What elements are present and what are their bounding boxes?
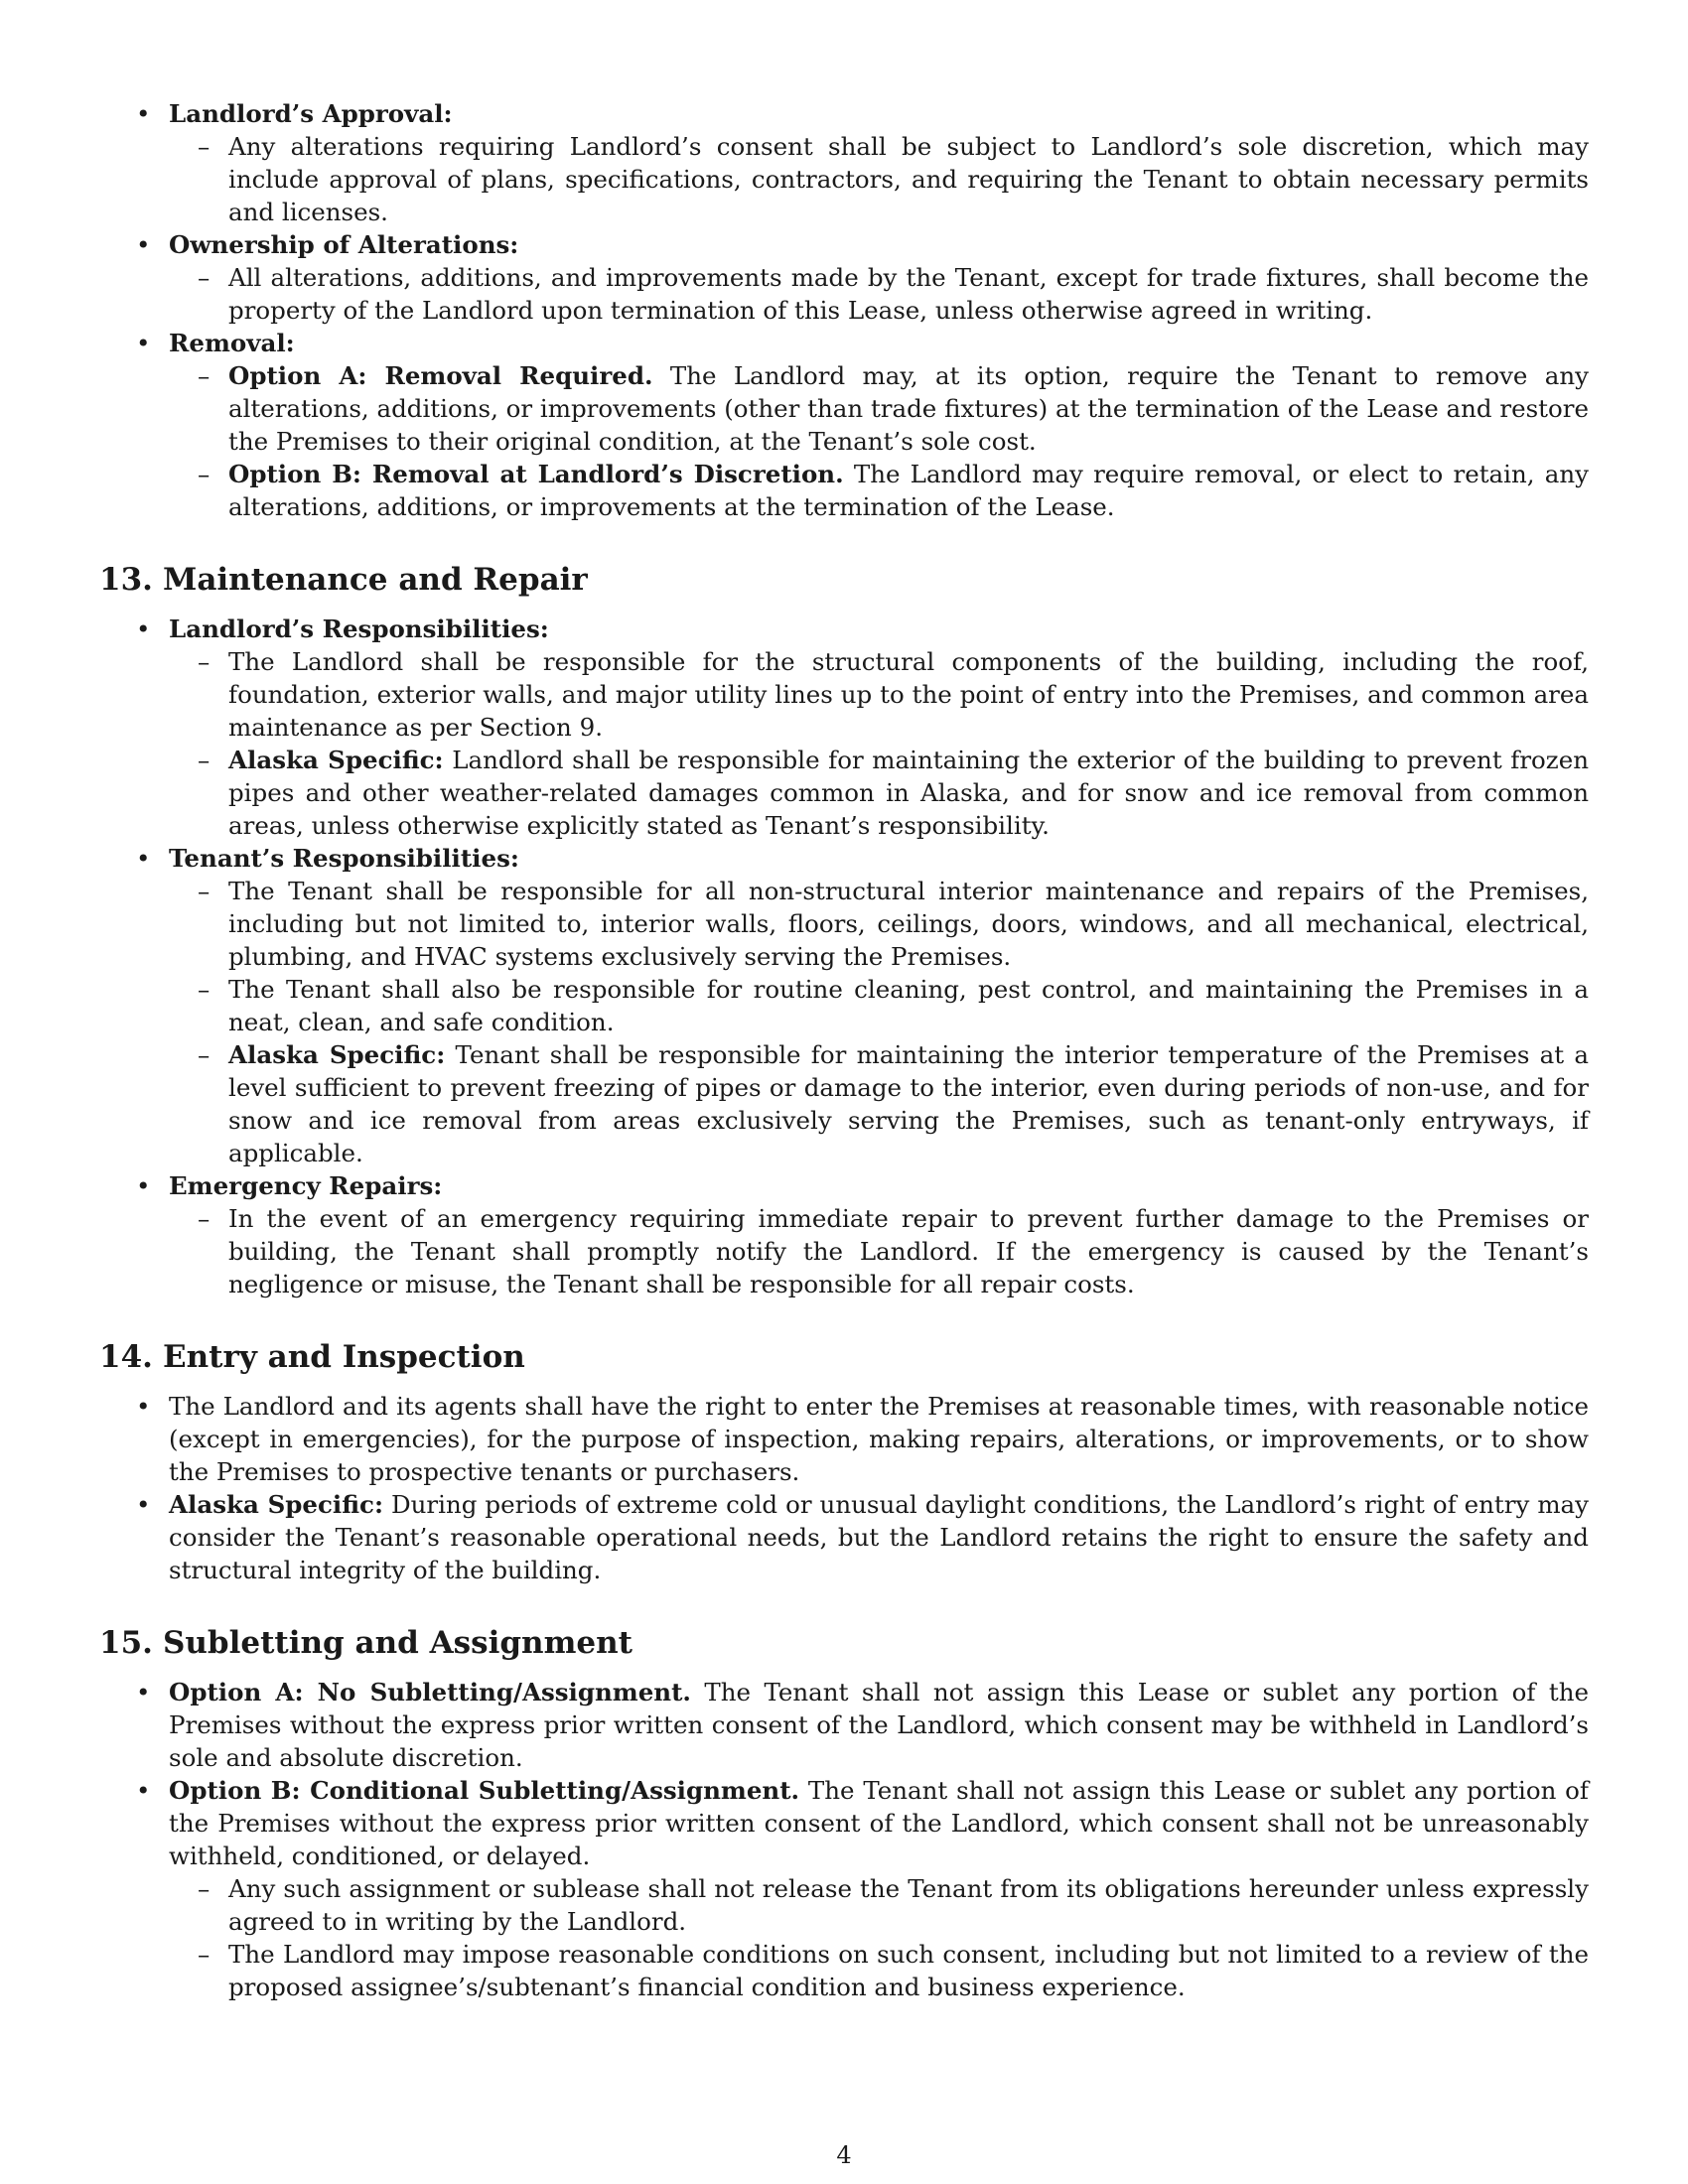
sub-list-item	[99, 1872, 1589, 1938]
section-15-body	[99, 1676, 1589, 2003]
list-item	[99, 1488, 1589, 1586]
item-text: The Landlord and its agents shall have the right to enter the Premises at reasonable times, with reasonable notice (except in emergencies), for the purpose of inspection, making repairs, alterations, or improvements, or to show the Premises to prospective tenants or purchasers.	[169, 1392, 1589, 1486]
item-text: In the event of an emergency requiring immediate repair to prevent further damage to the Premises or building, the Tenant shall promptly notify the Landlord. If the emergency is caused by the Tenant’s negligence or misuse, the Tenant shall be responsible for all repair costs.	[228, 1204, 1589, 1298]
item-title: Tenant’s Responsibilities:	[169, 844, 519, 873]
sub-list-item	[99, 973, 1589, 1038]
sub-list-item	[99, 744, 1589, 842]
sub-list-item	[99, 261, 1589, 327]
bullet-icon: •	[136, 1171, 151, 1200]
section-number: 15.	[99, 1625, 153, 1661]
list-item	[99, 1390, 1589, 1488]
section-14-body	[99, 1390, 1589, 1586]
list-item	[99, 327, 1589, 359]
dash-icon: –	[198, 975, 211, 1004]
sub-list-item	[99, 1038, 1589, 1169]
section-title: Maintenance and Repair	[163, 562, 588, 598]
item-text: Any such assignment or sublease shall not release the Tenant from its obligations hereunder unless expressly agreed to in writing by the Landlord.	[228, 1874, 1589, 1936]
dash-icon: –	[198, 460, 211, 488]
sub-list-item	[99, 1938, 1589, 2003]
dash-icon: –	[198, 1204, 211, 1233]
item-bold-lead: Option B: Removal at Landlord’s Discretion.	[228, 460, 844, 488]
section-heading-15	[99, 1623, 1589, 1663]
page-content	[99, 97, 1589, 2003]
list-item	[99, 613, 1589, 645]
list-item	[99, 1774, 1589, 1872]
page-number: 4	[836, 2141, 852, 2169]
bullet-icon: •	[136, 844, 151, 873]
section-number: 14.	[99, 1339, 153, 1375]
section-heading-13	[99, 560, 1589, 600]
section-12-continuation	[99, 97, 1589, 523]
list-item	[99, 228, 1589, 261]
section-title: Entry and Inspection	[163, 1339, 525, 1375]
bullet-icon: •	[136, 230, 151, 259]
sub-list-item	[99, 875, 1589, 973]
item-text: Landlord shall be responsible for maintaining the exterior of the building to prevent frozen pipes and other weather-related damages common in Alaska, and for snow and ice removal from common areas, unless otherwise explicitly stated as Tenant’s responsibility.	[228, 746, 1589, 840]
bullet-icon: •	[136, 614, 151, 643]
item-text: The Landlord shall be responsible for the structural components of the building, including the roof, foundation, exterior walls, and major utility lines up to the point of entry into the Premises, and common area maintenance as per Section 9.	[228, 647, 1589, 742]
item-bold-lead: Alaska Specific:	[228, 1040, 446, 1069]
item-bold-lead: Option B: Conditional Subletting/Assignment.	[169, 1776, 800, 1805]
sub-list-item	[99, 359, 1589, 458]
section-heading-14	[99, 1337, 1589, 1377]
dash-icon: –	[198, 263, 211, 292]
item-text: All alterations, additions, and improvements made by the Tenant, except for trade fixtures, shall become the property of the Landlord upon termination of this Lease, unless otherwise agreed in writing.	[228, 263, 1589, 325]
list-item	[99, 842, 1589, 875]
dash-icon: –	[198, 361, 211, 390]
bullet-icon: •	[136, 1392, 151, 1421]
dash-icon: –	[198, 647, 211, 676]
item-text: Tenant shall be responsible for maintaining the interior temperature of the Premises at a level sufficient to prevent freezing of pipes or damage to the interior, even during periods of non-use, and for snow and ice removal from areas exclusively serving the Premises, such as tenant-only entryways, if applicable.	[228, 1040, 1589, 1167]
sub-list-item	[99, 458, 1589, 523]
sub-list-item	[99, 645, 1589, 744]
list-item	[99, 1169, 1589, 1202]
bullet-icon: •	[136, 1490, 151, 1519]
dash-icon: –	[198, 1940, 211, 1969]
dash-icon: –	[198, 877, 211, 905]
item-title: Emergency Repairs:	[169, 1171, 443, 1200]
bullet-icon: •	[136, 1678, 151, 1706]
item-title: Ownership of Alterations:	[169, 230, 519, 259]
item-title: Landlord’s Responsibilities:	[169, 614, 549, 643]
item-text: During periods of extreme cold or unusual daylight conditions, the Landlord’s right of entry may consider the Tenant’s reasonable operational needs, but the Landlord retains the right to ensure the safety and structural integrity of the building.	[169, 1490, 1589, 1584]
section-number: 13.	[99, 562, 153, 598]
item-bold-lead: Alaska Specific:	[228, 746, 444, 774]
item-text: The Tenant shall not assign this Lease or sublet any portion of the Premises without the express prior written consent of the Landlord, which consent may be withheld in Landlord’s sole and absolute discretion.	[169, 1678, 1589, 1772]
dash-icon: –	[198, 746, 211, 774]
section-13-body	[99, 613, 1589, 1300]
sub-list-item	[99, 130, 1589, 228]
list-item	[99, 97, 1589, 130]
bullet-icon: •	[136, 1776, 151, 1805]
item-text: The Landlord may impose reasonable conditions on such consent, including but not limited to a review of the proposed assignee’s/subtenant’s financial condition and business experience.	[228, 1940, 1589, 2001]
item-text: The Landlord may, at its option, require the Tenant to remove any alterations, additions, or improvements (other than trade fixtures) at the termination of the Lease and restore the Premises to their original condition, at the Tenant’s sole cost.	[228, 361, 1589, 456]
bullet-icon: •	[136, 99, 151, 128]
item-text: The Tenant shall be responsible for all non-structural interior maintenance and repairs of the Premises, including but not limited to, interior walls, floors, ceilings, doors, windows, and all mechanical, electrical, plumbing, and HVAC systems exclusively serving the Premises.	[228, 877, 1589, 971]
dash-icon: –	[198, 1874, 211, 1903]
item-text: The Landlord may require removal, or elect to retain, any alterations, additions, or improvements at the termination of the Lease.	[228, 460, 1589, 521]
item-bold-lead: Option A: No Subletting/Assignment.	[169, 1678, 691, 1706]
item-title: Landlord’s Approval:	[169, 99, 453, 128]
section-title: Subletting and Assignment	[163, 1625, 633, 1661]
dash-icon: –	[198, 132, 211, 161]
item-text: Any alterations requiring Landlord’s consent shall be subject to Landlord’s sole discretion, which may include approval of plans, specifications, contractors, and requiring the Tenant to obtain necessary permits and licenses.	[228, 132, 1589, 226]
item-text: The Tenant shall also be responsible for routine cleaning, pest control, and maintaining the Premises in a neat, clean, and safe condition.	[228, 975, 1589, 1036]
sub-list-item	[99, 1202, 1589, 1300]
item-bold-lead: Alaska Specific:	[169, 1490, 383, 1519]
bullet-icon: •	[136, 329, 151, 357]
item-text: The Tenant shall not assign this Lease or sublet any portion of the Premises without the express prior written consent of the Landlord, which consent shall not be unreasonably withheld, conditioned, or delayed.	[169, 1776, 1589, 1870]
list-item	[99, 1676, 1589, 1774]
dash-icon: –	[198, 1040, 211, 1069]
item-title: Removal:	[169, 329, 295, 357]
item-bold-lead: Option A: Removal Required.	[228, 361, 653, 390]
